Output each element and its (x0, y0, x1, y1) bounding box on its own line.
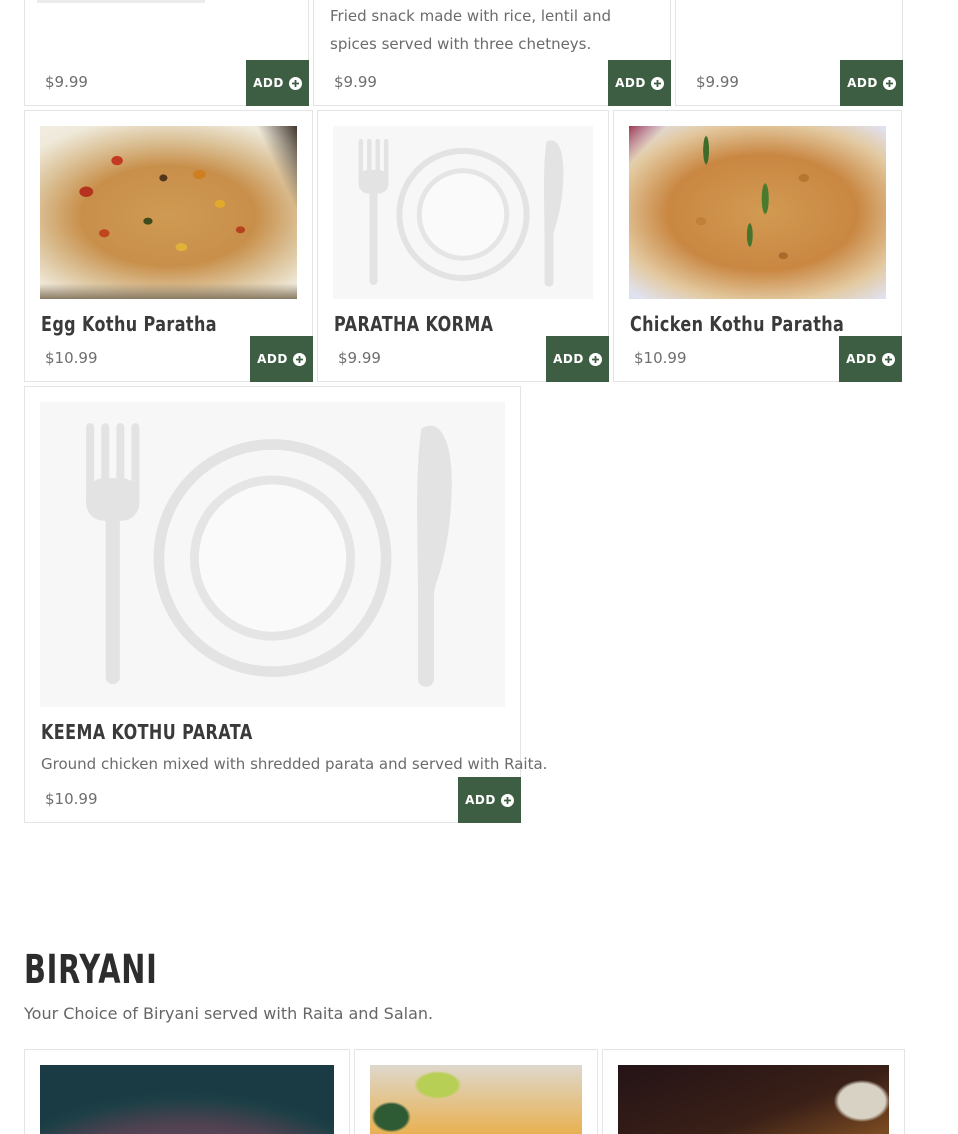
menu-card (602, 1049, 905, 1134)
section-title: BIRYANI (24, 947, 158, 993)
item-price: $9.99 (334, 73, 377, 91)
add-button-label: ADD (465, 793, 496, 807)
add-button[interactable] (246, 60, 309, 106)
menu-row (24, 386, 958, 823)
plus-icon (501, 794, 514, 807)
add-button-label: ADD (253, 76, 284, 90)
item-title: Chicken Kothu Paratha (630, 312, 845, 336)
biryani-egg-lime-photo (370, 1065, 582, 1134)
item-title: PARATHA KORMA (334, 312, 494, 336)
menu-card (313, 0, 671, 106)
add-button-label: ADD (847, 76, 878, 90)
plus-icon (589, 353, 602, 366)
add-button-label: ADD (615, 76, 646, 90)
add-button[interactable] (250, 336, 313, 382)
section-subtitle: Your Choice of Biryani served with Raita and Salan. (24, 1004, 434, 1023)
plus-icon (883, 77, 896, 90)
menu-row-cut-bottom (24, 1049, 958, 1134)
chicken-kothu-paratha-photo (629, 126, 886, 299)
add-button-label: ADD (553, 352, 584, 366)
plus-icon (289, 77, 302, 90)
menu-card (317, 110, 609, 382)
egg-kothu-paratha-photo (40, 126, 297, 299)
plus-icon (882, 353, 895, 366)
biryani-bowl-photo (618, 1065, 889, 1134)
item-price: $9.99 (45, 73, 88, 91)
add-button-label: ADD (257, 352, 288, 366)
item-price: $9.99 (696, 73, 739, 91)
clipped-text-remnant (37, 0, 205, 3)
item-title: KEEMA KOTHU PARATA (41, 720, 253, 744)
menu-card (613, 110, 902, 382)
placeholder-plate-icon (333, 126, 593, 299)
menu-row (24, 110, 958, 382)
add-button[interactable] (839, 336, 902, 382)
item-price: $9.99 (338, 349, 381, 367)
item-price: $10.99 (634, 349, 687, 367)
menu-section-header (24, 948, 958, 1023)
add-button[interactable] (458, 777, 521, 823)
menu-card (24, 110, 313, 382)
placeholder-plate-icon (40, 402, 505, 707)
menu-card (675, 0, 903, 106)
item-title: Egg Kothu Paratha (41, 312, 217, 336)
item-price: $10.99 (45, 790, 98, 808)
menu-card (354, 1049, 598, 1134)
menu-card (24, 0, 309, 106)
menu-card (24, 1049, 350, 1134)
menu-card (24, 386, 548, 823)
biryani-dark-plate-photo (40, 1065, 334, 1134)
item-description: Ground chicken mixed with shredded parata and served with Raita. (41, 755, 548, 773)
item-description: Fried snack made with rice, lentil and spices served with three chetneys. (330, 7, 611, 53)
add-button-label: ADD (846, 352, 877, 366)
plus-icon (651, 77, 664, 90)
item-price: $10.99 (45, 349, 98, 367)
add-button[interactable] (546, 336, 609, 382)
plus-icon (293, 353, 306, 366)
menu-row-cut-top (24, 0, 958, 106)
add-button[interactable] (840, 60, 903, 106)
add-button[interactable] (608, 60, 671, 106)
